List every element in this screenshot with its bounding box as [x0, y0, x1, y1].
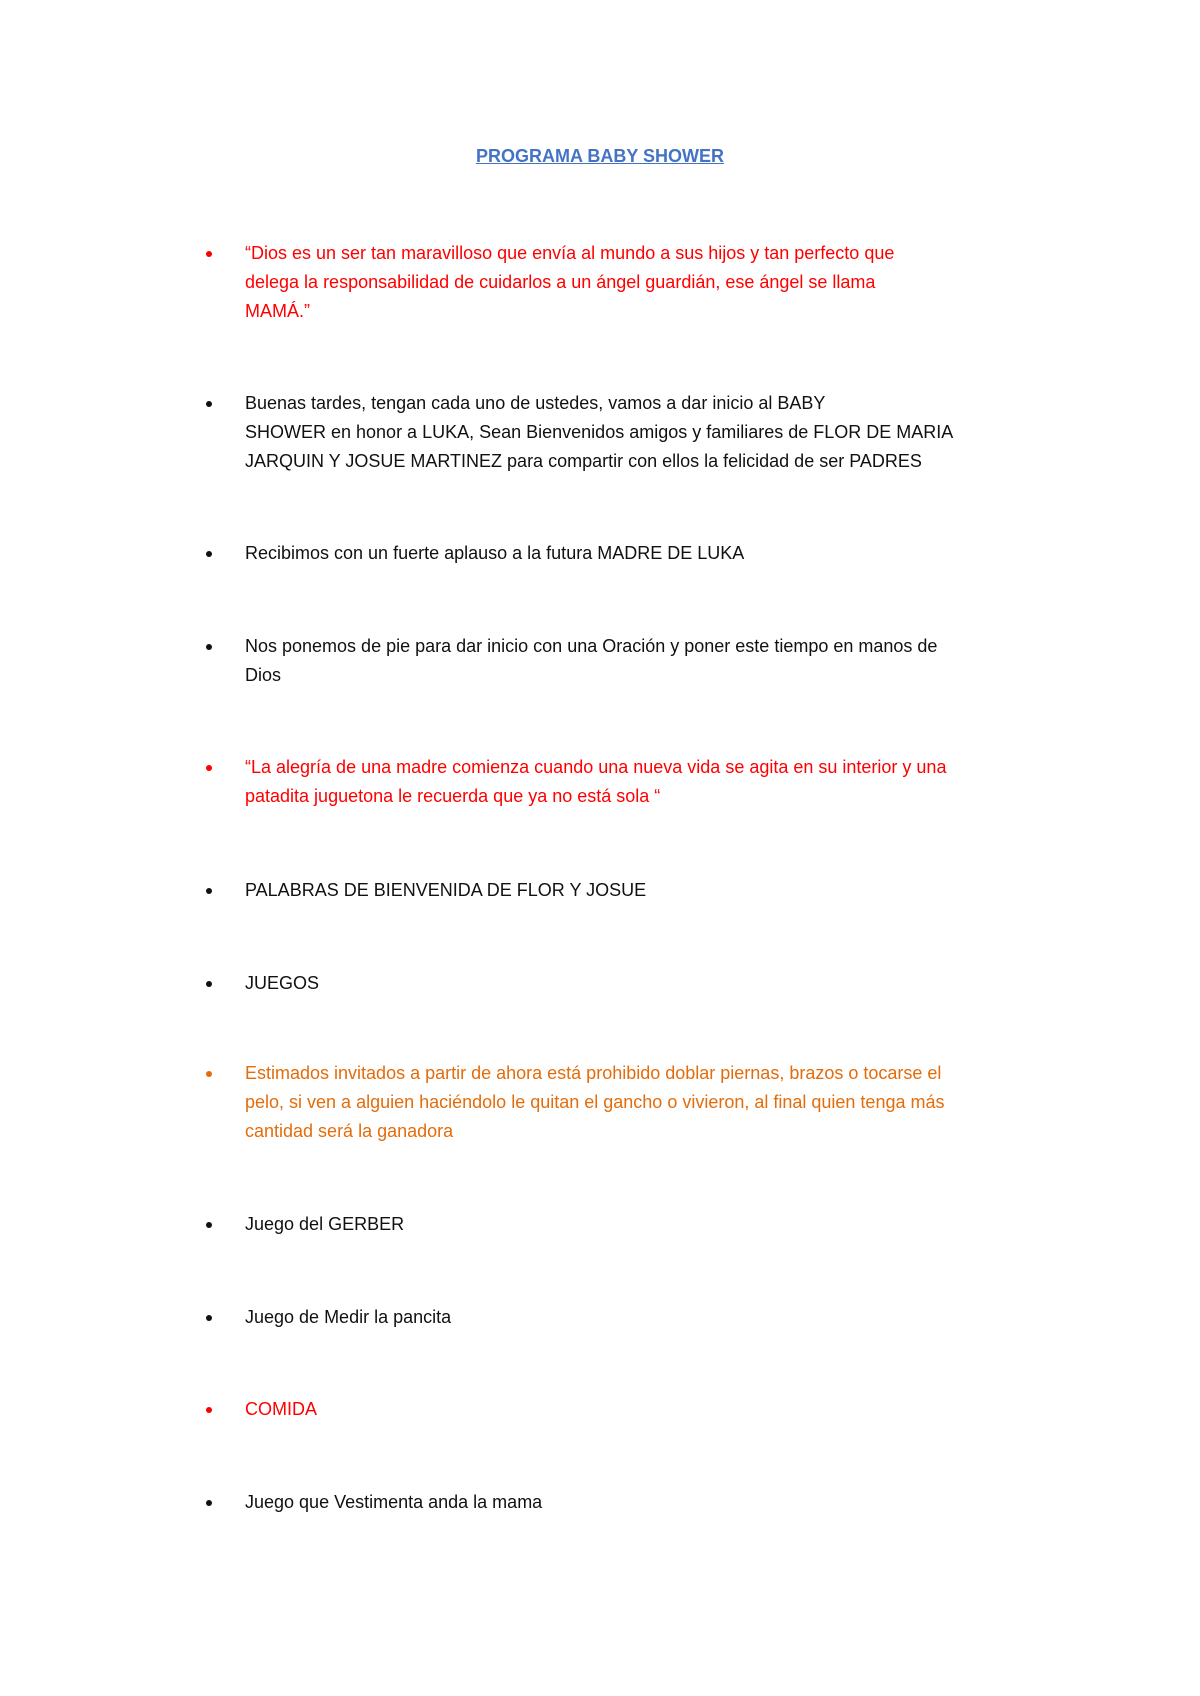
- item-line: JUEGOS: [245, 973, 320, 993]
- item-line: pelo, si ven a alguien haciéndolo le quitan el gancho o vivieron, al final quien tenga más: [245, 1092, 945, 1112]
- item-line: Juego de Medir la pancita: [245, 1307, 452, 1327]
- item-line: patadita juguetona le recuerda que ya no está sola “: [245, 786, 661, 806]
- list-item: [245, 1210, 1045, 1239]
- bullet-icon: [206, 1500, 212, 1506]
- bullet-icon: [206, 1315, 212, 1321]
- bullet-icon: [206, 1071, 212, 1077]
- item-line: “Dios es un ser tan maravilloso que envía al mundo a sus hijos y tan perfecto que: [245, 243, 895, 263]
- list-item: [245, 1059, 1045, 1146]
- list-item: [245, 389, 1045, 476]
- bullet-icon: [206, 981, 212, 987]
- item-line: Juego del GERBER: [245, 1214, 405, 1234]
- list-item: [245, 1488, 1045, 1517]
- item-line: Recibimos con un fuerte aplauso a la futura MADRE DE LUKA: [245, 543, 745, 563]
- item-line: MAMÁ.”: [245, 301, 310, 321]
- bullet-icon: [206, 251, 212, 257]
- list-item: [245, 539, 1045, 568]
- item-line: “La alegría de una madre comienza cuando una nueva vida se agita en su interior y una: [245, 757, 947, 777]
- bullet-icon: [206, 1222, 212, 1228]
- item-line: Estimados invitados a partir de ahora está prohibido doblar piernas, brazos o tocarse el: [245, 1063, 942, 1083]
- list-item: [245, 969, 1045, 998]
- item-line: SHOWER en honor a LUKA, Sean Bienvenidos amigos y familiares de FLOR DE MARIA: [245, 422, 954, 442]
- list-item: [245, 632, 1045, 690]
- bullet-icon: [206, 1407, 212, 1413]
- list-item: [245, 239, 1045, 326]
- list-item: [245, 876, 1045, 905]
- list-item: [245, 1395, 1045, 1424]
- item-line: cantidad será la ganadora: [245, 1121, 454, 1141]
- item-line: Juego que Vestimenta anda la mama: [245, 1492, 543, 1512]
- list-item: [245, 1303, 1045, 1332]
- page-title: PROGRAMA BABY SHOWER: [475, 146, 724, 166]
- bullet-icon: [206, 644, 212, 650]
- item-line: PALABRAS DE BIENVENIDA DE FLOR Y JOSUE: [245, 880, 647, 900]
- item-line: Buenas tardes, tengan cada uno de ustedes, vamos a dar inicio al BABY: [245, 393, 826, 413]
- bullet-icon: [206, 888, 212, 894]
- item-line: Dios: [245, 665, 282, 685]
- bullet-icon: [206, 765, 212, 771]
- bullet-icon: [206, 401, 212, 407]
- bullet-icon: [206, 551, 212, 557]
- list-item: [245, 753, 1045, 811]
- item-line: delega la responsabilidad de cuidarlos a un ángel guardián, ese ángel se llama: [245, 272, 876, 292]
- item-line: COMIDA: [245, 1399, 317, 1419]
- item-line: JARQUIN Y JOSUE MARTINEZ para compartir con ellos la felicidad de ser PADRES: [245, 451, 922, 471]
- item-line: Nos ponemos de pie para dar inicio con una Oración y poner este tiempo en manos de: [245, 636, 938, 656]
